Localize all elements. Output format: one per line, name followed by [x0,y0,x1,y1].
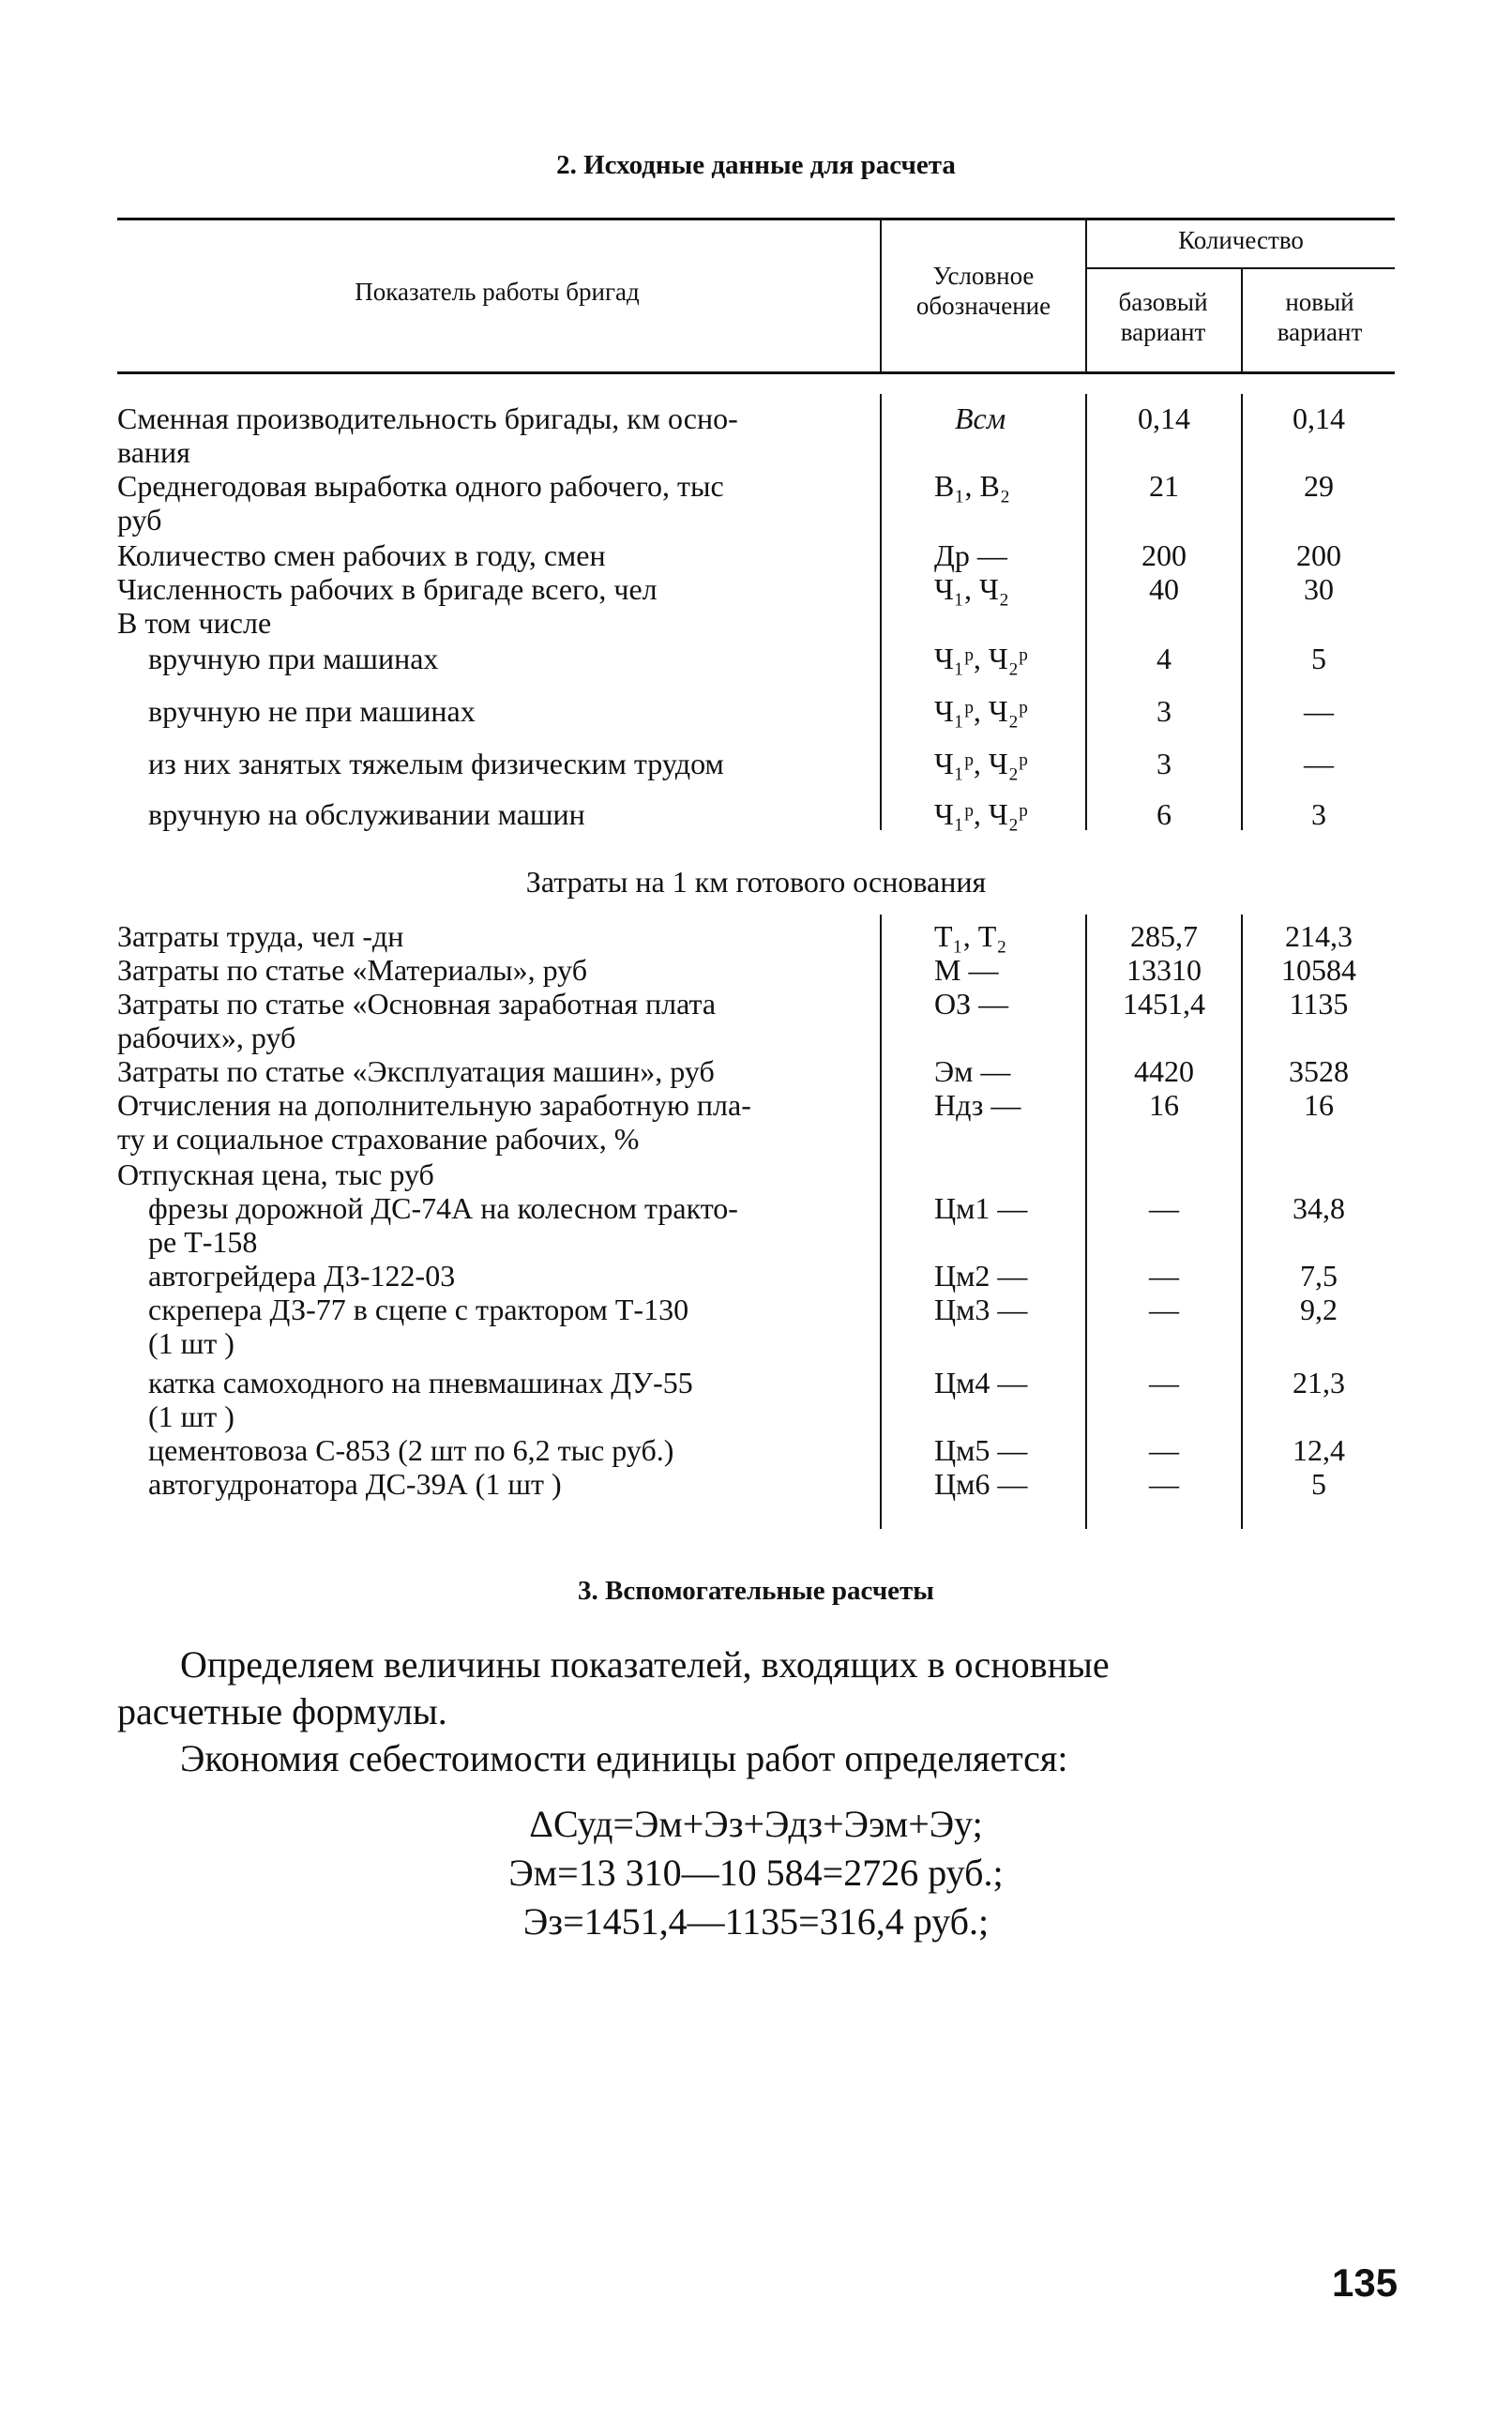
row-base: 3 [1157,694,1172,728]
row-symbol: Ч₁ᵖ, Ч₂ᵖ [934,694,1028,728]
row-label: вручную не при машинах [148,694,476,728]
row-base: 13310 [1126,953,1202,987]
row-label-cont: (1 шт ) [148,1326,234,1360]
row-label-cont: ту и социальное страхование рабочих, % [117,1122,640,1156]
row-base: — [1149,1259,1179,1293]
row-symbol: Цм4 — [934,1366,1028,1399]
row-new: 214,3 [1285,919,1353,953]
row-new: 16 [1304,1088,1334,1122]
row-base: 4 [1157,642,1172,675]
row-new: 200 [1296,538,1341,572]
row-label: из них занятых тяжелым физическим трудом [148,747,724,780]
row-new: 29 [1304,469,1334,503]
row-symbol: Ч₁ᵖ, Ч₂ᵖ [934,797,1028,831]
table-top-rule [117,218,1395,220]
row-label-cont: ре Т-158 [148,1225,258,1259]
page-number: 135 [1332,2261,1399,2305]
row-label: Затраты труда, чел -дн [117,919,404,953]
row-symbol: Ч₁ᵖ, Ч₂ᵖ [934,642,1028,675]
row-symbol: Др — [934,538,1007,572]
section-2-title: 2. Исходные данные для расчета [556,150,956,180]
row-label-cont: вания [117,435,190,469]
row-label: вручную на обслуживании машин [148,797,585,831]
row-symbol: В₁, В₂ [934,469,1010,503]
row-symbol: Цм6 — [934,1467,1028,1501]
row-label: скрепера ДЗ-77 в сцепе с трактором Т-130 [148,1293,689,1326]
paragraph-2: Экономия себестоимости единицы работ определяется: [180,1737,1068,1779]
paragraph-1-line-2: расчетные формулы. [117,1690,447,1732]
row-new: 12,4 [1293,1433,1345,1467]
row-label: Затраты по статье «Эксплуатация машин», руб [117,1054,715,1088]
row-base: — [1149,1293,1179,1326]
row-base: — [1149,1433,1179,1467]
formula-materials: Эм=13 310—10 584=2726 руб.; [508,1852,1004,1894]
row-base: 1451,4 [1123,987,1205,1021]
formula-wages: Эз=1451,4—1135=316,4 руб.; [522,1900,990,1943]
row-label: фрезы дорожной ДС-74А на колесном тракто- [148,1191,738,1225]
row-label: Затраты по статье «Материалы», руб [117,953,588,987]
row-symbol: М — [934,953,999,987]
row-symbol: ОЗ — [934,987,1009,1021]
row-base: 21 [1149,469,1179,503]
header-indicator: Показатель работы бригад [355,278,640,306]
row-symbol: Ндз — [934,1088,1021,1122]
row-label: Количество смен рабочих в году, смен [117,538,606,572]
header-base: базовый вариант [1118,288,1208,346]
row-symbol: Ч₁ᵖ, Ч₂ᵖ [934,747,1028,780]
row-base: 285,7 [1130,919,1198,953]
row-label: вручную при машинах [148,642,439,675]
row-label: автогрейдера ДЗ-122-03 [148,1259,456,1293]
row-new: 10584 [1281,953,1356,987]
section-3-title: 3. Вспомогательные расчеты [578,1576,934,1606]
row-symbol: Цм5 — [934,1433,1028,1467]
body1-vline-1 [880,394,882,830]
header-new: новый вариант [1277,288,1363,346]
row-label-cont: руб [117,503,162,537]
row-new: 9,2 [1300,1293,1338,1326]
row-label: цементовоза С-853 (2 шт по 6,2 тыс руб.) [148,1433,674,1467]
row-base: — [1149,1191,1179,1225]
header-symbol: Условное обозначение [915,262,1051,320]
header-quantity: Количество [1178,226,1304,254]
row-label-cont: (1 шт ) [148,1399,234,1433]
row-label: Отпускная цена, тыс руб [117,1157,434,1191]
row-base: 6 [1157,797,1172,831]
row-new: 5 [1311,642,1326,675]
row-label: В том числе [117,606,272,640]
row-base: 3 [1157,747,1172,780]
row-label: Отчисления на дополнительную заработную пла- [117,1088,751,1122]
row-label: катка самоходного на пневмашинах ДУ-55 [148,1366,693,1399]
row-new: — [1304,747,1334,780]
row-new: 0,14 [1293,401,1345,435]
row-symbol: Всм [955,401,1006,435]
row-base: — [1149,1467,1179,1501]
paragraph-1-line-1: Определяем величины показателей, входящих в основные [180,1643,1110,1686]
row-base: 4420 [1134,1054,1194,1088]
row-new: 3 [1311,797,1326,831]
row-new: 1135 [1289,987,1349,1021]
row-new: 30 [1304,572,1334,606]
quantity-header-rule [1085,267,1395,269]
row-symbol: Цм1 — [934,1191,1028,1225]
row-symbol: Цм2 — [934,1259,1028,1293]
row-base: 16 [1149,1088,1179,1122]
row-label: Численность рабочих в бригаде всего, чел [117,572,658,606]
row-new: 7,5 [1300,1259,1338,1293]
row-base: 200 [1142,538,1187,572]
row-label: Сменная производительность бригады, км осно- [117,401,738,435]
row-label: Среднегодовая выработка одного рабочего, тыс [117,469,724,503]
row-new: 21,3 [1293,1366,1345,1399]
row-new: 5 [1311,1467,1326,1501]
row-base: 40 [1149,572,1179,606]
row-symbol: Эм — [934,1054,1011,1088]
row-new: 3528 [1289,1054,1349,1088]
table-subheading: Затраты на 1 км готового основания [525,865,987,899]
row-new: 34,8 [1293,1191,1345,1225]
row-base: — [1149,1366,1179,1399]
row-symbol: Ч₁, Ч₂ [934,572,1009,606]
row-new: — [1304,694,1334,728]
header-bottom-rule [117,371,1395,374]
header-vline-3 [1241,267,1243,372]
body2-vline-1 [880,915,882,1529]
row-label: автогудронатора ДС-39А (1 шт ) [148,1467,562,1501]
row-symbol: Т₁, Т₂ [934,919,1007,953]
row-symbol: Цм3 — [934,1293,1028,1326]
row-base: 0,14 [1138,401,1190,435]
row-label: Затраты по статье «Основная заработная плата [117,987,717,1021]
row-label-cont: рабочих», руб [117,1021,296,1054]
formula-cost-saving: ΔСуд=Эм+Эз+Эдз+Ээм+Эу; [529,1803,983,1845]
